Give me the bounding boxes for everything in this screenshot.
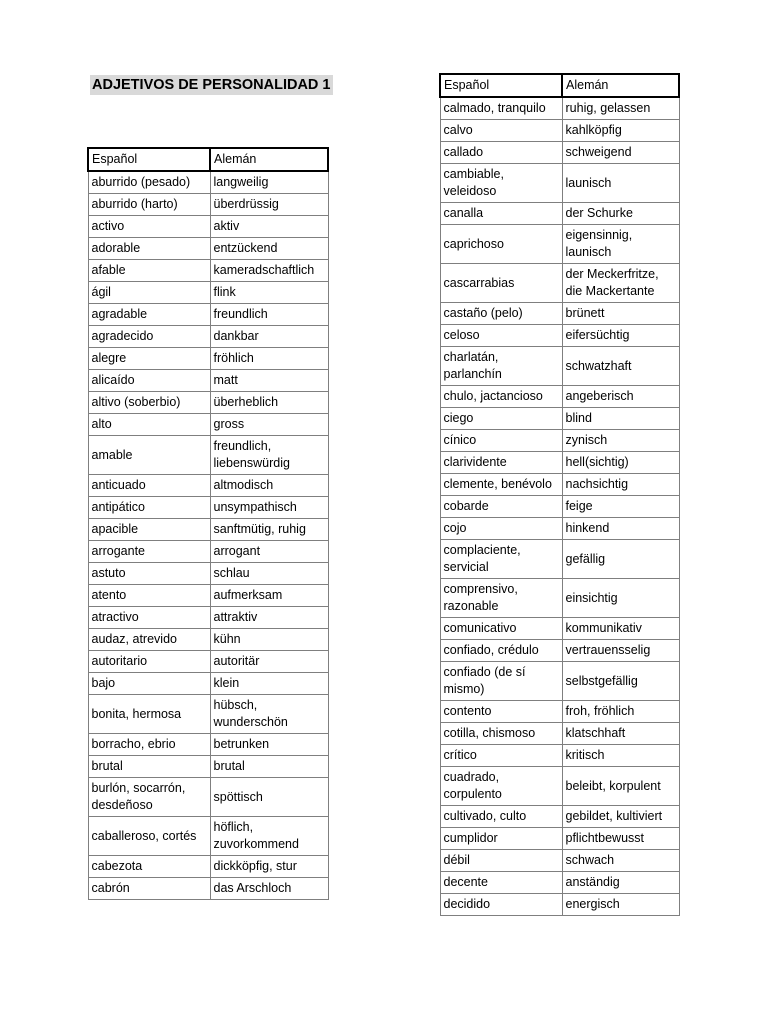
table-row	[88, 585, 328, 607]
german-cell: dankbar	[210, 326, 328, 348]
table-row	[88, 519, 328, 541]
table-row	[88, 348, 328, 370]
german-cell: autoritär	[210, 651, 328, 673]
spanish-cell: astuto	[88, 563, 210, 585]
german-cell: langweilig	[210, 171, 328, 194]
spanish-cell: ciego	[440, 408, 562, 430]
german-cell: das Arschloch	[210, 878, 328, 900]
table-row	[88, 436, 328, 475]
table-row	[440, 618, 679, 640]
spanish-cell: agradecido	[88, 326, 210, 348]
spanish-cell: cotilla, chismoso	[440, 723, 562, 745]
table-row	[88, 497, 328, 519]
german-cell: freundlich, liebenswürdig	[210, 436, 328, 475]
table-row	[88, 878, 328, 900]
column-header-german: Alemán	[210, 148, 328, 171]
spanish-cell: débil	[440, 850, 562, 872]
table-row	[88, 171, 328, 194]
vocabulary-table-left	[87, 147, 329, 900]
table-row	[88, 856, 328, 878]
table-row	[440, 828, 679, 850]
german-cell: überdrüssig	[210, 194, 328, 216]
spanish-cell: calvo	[440, 120, 562, 142]
german-cell: kameradschaftlich	[210, 260, 328, 282]
spanish-cell: arrogante	[88, 541, 210, 563]
spanish-cell: clemente, benévolo	[440, 474, 562, 496]
german-cell: der Schurke	[562, 203, 679, 225]
german-cell: kühn	[210, 629, 328, 651]
spanish-cell: decente	[440, 872, 562, 894]
table-row	[88, 734, 328, 756]
german-cell: dickköpfig, stur	[210, 856, 328, 878]
german-cell: selbstgefällig	[562, 662, 679, 701]
spanish-cell: apacible	[88, 519, 210, 541]
spanish-cell: clarividente	[440, 452, 562, 474]
spanish-cell: comprensivo, razonable	[440, 579, 562, 618]
german-cell: gebildet, kultiviert	[562, 806, 679, 828]
german-cell: kommunikativ	[562, 618, 679, 640]
spanish-cell: borracho, ebrio	[88, 734, 210, 756]
german-cell: brutal	[210, 756, 328, 778]
german-cell: blind	[562, 408, 679, 430]
table-row	[440, 164, 679, 203]
german-cell: flink	[210, 282, 328, 304]
german-cell: nachsichtig	[562, 474, 679, 496]
german-cell: klein	[210, 673, 328, 695]
spanish-cell: cojo	[440, 518, 562, 540]
page-title: ADJETIVOS DE PERSONALIDAD 1	[92, 77, 331, 93]
spanish-cell: cabrón	[88, 878, 210, 900]
spanish-cell: cambiable, veleidoso	[440, 164, 562, 203]
german-cell: zynisch	[562, 430, 679, 452]
table-row	[88, 392, 328, 414]
spanish-cell: anticuado	[88, 475, 210, 497]
german-cell: schwach	[562, 850, 679, 872]
table-row	[88, 629, 328, 651]
german-cell: ruhig, gelassen	[562, 97, 679, 120]
table-row	[88, 326, 328, 348]
german-cell: schlau	[210, 563, 328, 585]
table-row	[440, 806, 679, 828]
table-row	[88, 541, 328, 563]
spanish-cell: alegre	[88, 348, 210, 370]
spanish-cell: cuadrado, corpulento	[440, 767, 562, 806]
table-row	[88, 370, 328, 392]
spanish-cell: altivo (soberbio)	[88, 392, 210, 414]
spanish-cell: alto	[88, 414, 210, 436]
german-cell: überheblich	[210, 392, 328, 414]
spanish-cell: cobarde	[440, 496, 562, 518]
table-row	[440, 701, 679, 723]
spanish-cell: caballeroso, cortés	[88, 817, 210, 856]
spanish-cell: cascarrabias	[440, 264, 562, 303]
table-row	[440, 496, 679, 518]
table-row	[440, 430, 679, 452]
spanish-cell: cumplidor	[440, 828, 562, 850]
spanish-cell: bajo	[88, 673, 210, 695]
german-cell: hübsch, wunderschön	[210, 695, 328, 734]
german-cell: brünett	[562, 303, 679, 325]
spanish-cell: ágil	[88, 282, 210, 304]
spanish-cell: bonita, hermosa	[88, 695, 210, 734]
table-row	[88, 695, 328, 734]
german-cell: unsympathisch	[210, 497, 328, 519]
table-row	[440, 303, 679, 325]
table-row	[88, 778, 328, 817]
header-row	[440, 74, 679, 97]
german-cell: freundlich	[210, 304, 328, 326]
german-cell: einsichtig	[562, 579, 679, 618]
vocabulary-table-right	[439, 73, 680, 916]
spanish-cell: adorable	[88, 238, 210, 260]
spanish-cell: afable	[88, 260, 210, 282]
spanish-cell: caprichoso	[440, 225, 562, 264]
german-cell: klatschhaft	[562, 723, 679, 745]
table-row	[88, 260, 328, 282]
table-row	[440, 225, 679, 264]
german-cell: beleibt, korpulent	[562, 767, 679, 806]
table-row	[440, 325, 679, 347]
table-row	[88, 238, 328, 260]
table-row	[440, 723, 679, 745]
spanish-cell: brutal	[88, 756, 210, 778]
german-cell: hell(sichtig)	[562, 452, 679, 474]
table-row	[88, 282, 328, 304]
spanish-cell: chulo, jactancioso	[440, 386, 562, 408]
table-row	[440, 474, 679, 496]
spanish-cell: charlatán, parlanchín	[440, 347, 562, 386]
spanish-cell: contento	[440, 701, 562, 723]
table-row	[440, 408, 679, 430]
spanish-cell: activo	[88, 216, 210, 238]
german-cell: betrunken	[210, 734, 328, 756]
spanish-cell: cabezota	[88, 856, 210, 878]
spanish-cell: crítico	[440, 745, 562, 767]
spanish-cell: amable	[88, 436, 210, 475]
table-row	[440, 347, 679, 386]
table-row	[440, 142, 679, 164]
spanish-cell: atento	[88, 585, 210, 607]
table-row	[440, 264, 679, 303]
german-cell: altmodisch	[210, 475, 328, 497]
table-row	[88, 673, 328, 695]
table-row	[88, 304, 328, 326]
table-row	[88, 607, 328, 629]
spanish-cell: confiado, crédulo	[440, 640, 562, 662]
german-cell: spöttisch	[210, 778, 328, 817]
table-row	[440, 97, 679, 120]
german-cell: angeberisch	[562, 386, 679, 408]
table-row	[440, 518, 679, 540]
spanish-cell: cultivado, culto	[440, 806, 562, 828]
spanish-cell: confiado (de sí mismo)	[440, 662, 562, 701]
german-cell: vertrauensselig	[562, 640, 679, 662]
spanish-cell: canalla	[440, 203, 562, 225]
german-cell: der Meckerfritze, die Mackertante	[562, 264, 679, 303]
table-row	[88, 216, 328, 238]
german-cell: froh, fröhlich	[562, 701, 679, 723]
german-cell: gefällig	[562, 540, 679, 579]
german-cell: höflich, zuvorkommend	[210, 817, 328, 856]
german-cell: eifersüchtig	[562, 325, 679, 347]
table-row	[88, 194, 328, 216]
table-row	[440, 662, 679, 701]
german-cell: arrogant	[210, 541, 328, 563]
german-cell: kritisch	[562, 745, 679, 767]
spanish-cell: callado	[440, 142, 562, 164]
german-cell: fröhlich	[210, 348, 328, 370]
table-row	[440, 540, 679, 579]
german-cell: matt	[210, 370, 328, 392]
spanish-cell: comunicativo	[440, 618, 562, 640]
table-row	[88, 563, 328, 585]
spanish-cell: autoritario	[88, 651, 210, 673]
spanish-cell: atractivo	[88, 607, 210, 629]
table-row	[440, 850, 679, 872]
table-row	[440, 767, 679, 806]
german-cell: aufmerksam	[210, 585, 328, 607]
german-cell: sanftmütig, ruhig	[210, 519, 328, 541]
table-row	[440, 640, 679, 662]
table-row	[440, 203, 679, 225]
column-header-spanish: Español	[440, 74, 562, 97]
spanish-cell: burlón, socarrón, desdeñoso	[88, 778, 210, 817]
spanish-cell: antipático	[88, 497, 210, 519]
spanish-cell: castaño (pelo)	[440, 303, 562, 325]
german-cell: attraktiv	[210, 607, 328, 629]
spanish-cell: celoso	[440, 325, 562, 347]
column-header-german: Alemán	[562, 74, 679, 97]
table-row	[440, 894, 679, 916]
german-cell: anständig	[562, 872, 679, 894]
table-row	[440, 579, 679, 618]
spanish-cell: complaciente, servicial	[440, 540, 562, 579]
german-cell: pflichtbewusst	[562, 828, 679, 850]
table-row	[88, 475, 328, 497]
table-row	[88, 756, 328, 778]
spanish-cell: alicaído	[88, 370, 210, 392]
table-row	[440, 872, 679, 894]
spanish-cell: decidido	[440, 894, 562, 916]
german-cell: feige	[562, 496, 679, 518]
german-cell: gross	[210, 414, 328, 436]
german-cell: schweigend	[562, 142, 679, 164]
german-cell: launisch	[562, 164, 679, 203]
german-cell: kahlköpfig	[562, 120, 679, 142]
table-row	[440, 386, 679, 408]
spanish-cell: aburrido (pesado)	[88, 171, 210, 194]
german-cell: energisch	[562, 894, 679, 916]
german-cell: schwatzhaft	[562, 347, 679, 386]
spanish-cell: agradable	[88, 304, 210, 326]
table-row	[440, 120, 679, 142]
table-row	[88, 817, 328, 856]
spanish-cell: audaz, atrevido	[88, 629, 210, 651]
column-header-spanish: Español	[88, 148, 210, 171]
spanish-cell: cínico	[440, 430, 562, 452]
german-cell: hinkend	[562, 518, 679, 540]
german-cell: entzückend	[210, 238, 328, 260]
table-row	[88, 414, 328, 436]
spanish-cell: aburrido (harto)	[88, 194, 210, 216]
german-cell: aktiv	[210, 216, 328, 238]
german-cell: eigensinnig, launisch	[562, 225, 679, 264]
header-row	[88, 148, 328, 171]
table-row	[88, 651, 328, 673]
table-row	[440, 452, 679, 474]
table-row	[440, 745, 679, 767]
spanish-cell: calmado, tranquilo	[440, 97, 562, 120]
